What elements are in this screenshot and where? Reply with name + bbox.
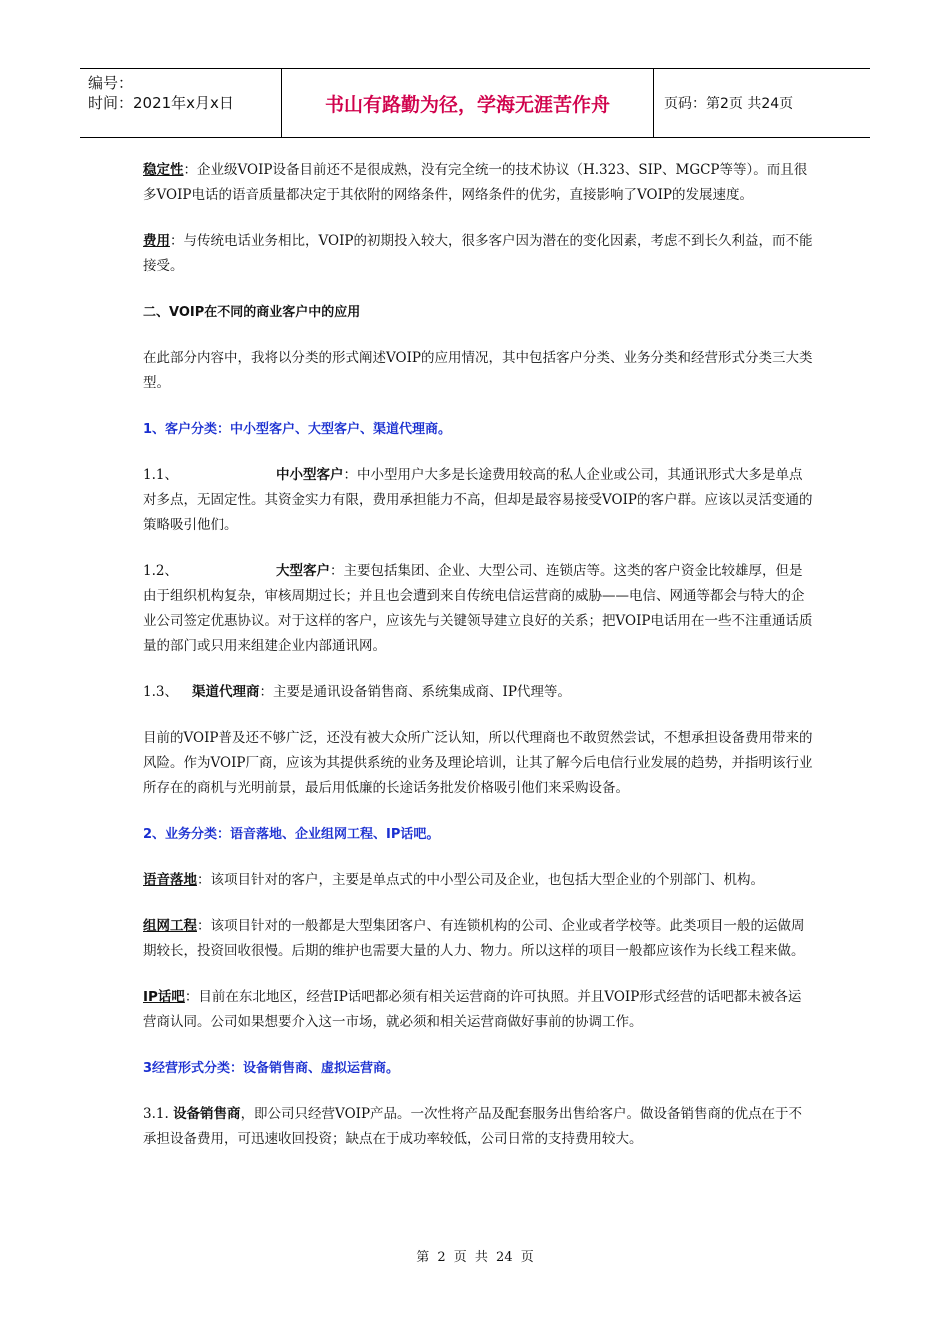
- item-number: 1.2、: [143, 563, 178, 579]
- header-page-info: 页码：第2页 共24页: [664, 96, 794, 112]
- term-network-project: 组网工程: [143, 918, 197, 934]
- paragraph-ip-bar: [143, 985, 813, 1035]
- paragraph-intro: 在此部分内容中，我将以分类的形式阐述VOIP的应用情况，其中包括客户分类、业务分类和经营形式分类三大类型。: [143, 350, 813, 391]
- paragraph-stability: [143, 158, 813, 208]
- subheading-customer-types: 1、客户分类：中小型客户、大型客户、渠道代理商。: [143, 422, 452, 437]
- document-body: [143, 158, 813, 1173]
- item-number: 1.3、: [143, 684, 178, 700]
- paragraph-small-customers: [143, 463, 813, 538]
- paragraph-text: ：该项目针对的客户，主要是单点式的中小型公司及企业，也包括大型企业的个别部门、机构。: [197, 872, 764, 888]
- paragraph-text: ：中小型用户大多是长途费用较高的私人企业或公司，其通讯形式大多是单点对多点，无固定性。其资金实力有限，费用承担能力不高，但却是最容易接受VOIP的客户群。应该以灵活变通的策略吸引他们。: [143, 467, 813, 533]
- paragraph-text: ：与传统电话业务相比，VOIP的初期投入较大，很多客户因为潜在的变化因素，考虑不到长久利益，而不能接受。: [143, 233, 813, 274]
- page-header: [80, 68, 870, 138]
- term-stability: 稳定性: [143, 162, 184, 178]
- term-large-customers: 大型客户: [275, 563, 330, 579]
- item-number: 1.1、: [143, 467, 178, 483]
- paragraph-voice-landing: [143, 868, 813, 893]
- paragraph-text: ：目前在东北地区，经营IP话吧都必须有相关运营商的许可执照。并且VOIP形式经营的话吧都未被各运营商认同。公司如果想要介入这一市场，就必须和相关运营商做好事前的协调工作。: [143, 989, 802, 1030]
- term-channel-agents: 渠道代理商: [191, 684, 260, 700]
- subheading-business-types: 2、业务分类：语音落地、企业组网工程、IP话吧。: [143, 827, 440, 842]
- paragraph-text: ：主要是通讯设备销售商、系统集成商、IP代理等。: [259, 684, 571, 700]
- paragraph-network-project: [143, 914, 813, 964]
- paragraph-cost: [143, 229, 813, 279]
- item-number: 3.1.: [143, 1106, 169, 1122]
- term-voice-landing: 语音落地: [143, 872, 197, 888]
- section-heading: 二、VOIP在不同的商业客户中的应用: [143, 305, 361, 320]
- paragraph-large-customers: [143, 559, 813, 659]
- paragraph-text: ：该项目针对的一般都是大型集团客户、有连锁机构的公司、企业或者学校等。此类项目一般的运做周期较长，投资回收很慢。后期的维护也需要大量的人力、物力。所以这样的项目一般都应该作为长线工程来做。: [143, 918, 805, 959]
- term-equipment-seller: 设备销售商: [173, 1106, 241, 1122]
- header-motto: 书山有路勤为径，学海无涯苦作舟: [282, 69, 654, 137]
- paragraph-equipment-seller: [143, 1102, 813, 1152]
- term-small-customers: 中小型客户: [275, 467, 344, 483]
- paragraph-text: ：主要包括集团、企业、大型公司、连锁店等。这类的客户资金比较雄厚，但是由于组织机构复杂，审核周期过长；并且也会遭到来自传统电信运营商的威胁——电信、网通等都会与特大的企业公司签定优惠协议。对于这样的客户，应该先与关键领导建立良好的关系；把VOIP电话用在一些不注重通话质量的部门或只用来组建企业内部通讯网。: [143, 563, 813, 654]
- term-cost: 费用: [143, 233, 170, 249]
- header-time: 时间：2021年x月x日: [88, 94, 234, 112]
- header-meta: [80, 69, 282, 137]
- paragraph-text: ，即公司只经营VOIP产品。一次性将产品及配套服务出售给客户。做设备销售商的优点在于不承担设备费用，可迅速收回投资；缺点在于成功率较低，公司日常的支持费用较大。: [143, 1106, 803, 1147]
- paragraph-channel-agents: [143, 680, 813, 705]
- paragraph-voip-adoption: 目前的VOIP普及还不够广泛，还没有被大众所广泛认知，所以代理商也不敢贸然尝试，不想承担设备费用带来的风险。作为VOIP厂商，应该为其提供系统的业务及理论培训，让其了解今后电信行业发展的趋势，并指明该行业所存在的商机与光明前景，最后用低廉的长途话务批发价格吸引他们来采购设备。: [143, 730, 813, 796]
- paragraph-text: ：企业级VOIP设备目前还不是很成熟，没有完全统一的技术协议（H.323、SIP、MGCP等等）。而且很多VOIP电话的语音质量都决定于其依附的网络条件，网络条件的优劣，直接影响了VOIP的发展速度。: [143, 162, 808, 203]
- header-id: 编号：: [88, 74, 134, 92]
- subheading-operation-types: 3经营形式分类：设备销售商、虚拟运营商。: [143, 1061, 400, 1076]
- page-footer: 第 2 页 共 24 页: [416, 1250, 534, 1265]
- term-ip-bar: IP话吧: [143, 989, 185, 1005]
